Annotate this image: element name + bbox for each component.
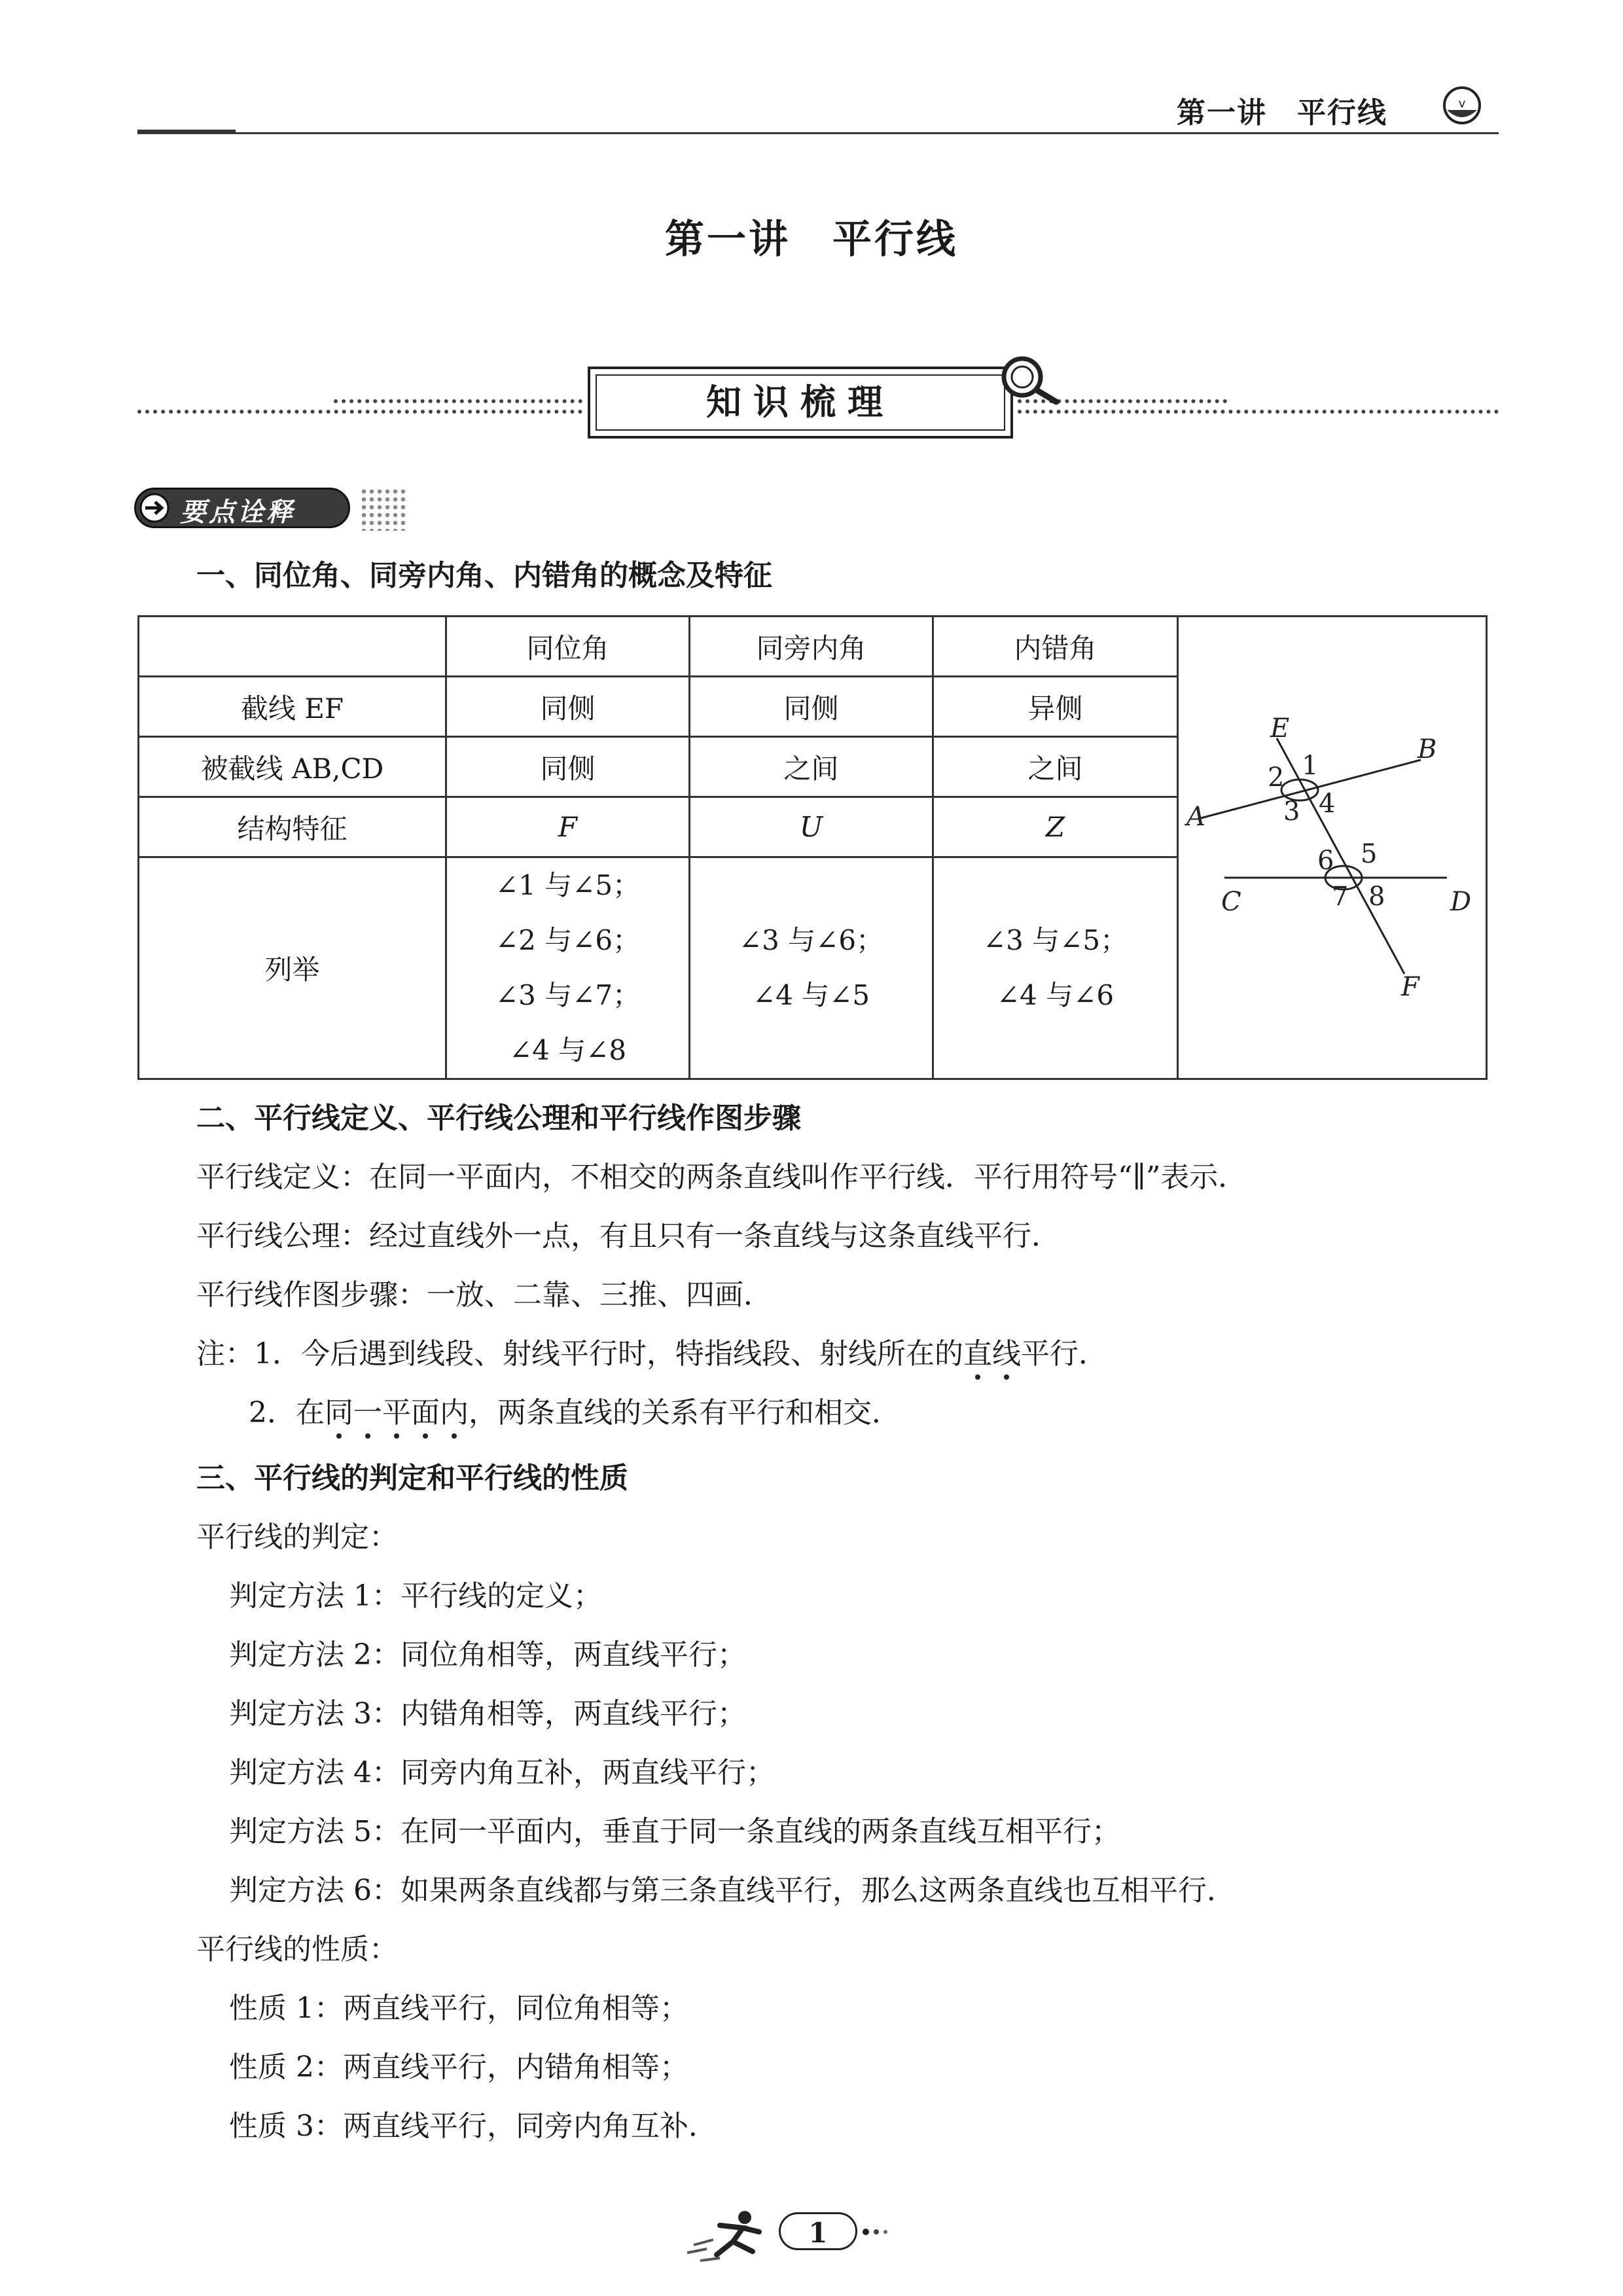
table-cell: U xyxy=(690,797,933,857)
label-d: D xyxy=(1450,887,1472,917)
angle-label-4: 4 xyxy=(1319,789,1336,819)
table-header-empty xyxy=(139,617,446,677)
emphasis-char: 线 xyxy=(992,1337,1021,1371)
judgment-method: 判定方法 2：同位角相等，两直线平行； xyxy=(229,1638,746,1672)
property-item: 性质 2：两直线平行，内错角相等； xyxy=(229,2051,688,2084)
row-label-cut-lines: 被截线 AB,CD xyxy=(139,737,446,797)
note-2-suffix: ，两条直线的关系有平行和相交． xyxy=(469,1396,901,1429)
table-cell: 异侧 xyxy=(933,677,1178,737)
label-f: F xyxy=(1401,972,1419,1002)
lecture-title: 第一讲 平行线 xyxy=(665,217,958,262)
section-banner-label: 知识梳理 xyxy=(596,374,1005,431)
note-2 xyxy=(249,1389,901,1431)
arrow-circle-icon xyxy=(138,492,171,524)
points-tag-dots xyxy=(360,488,406,531)
note-1 xyxy=(196,1330,1107,1372)
table-header: 同位角 xyxy=(446,617,690,677)
emphasis-char: 平 xyxy=(382,1396,411,1429)
property-item: 性质 3：两直线平行，同旁内角互补． xyxy=(229,2109,717,2143)
list-item: ∠3 与∠7； xyxy=(495,979,641,1011)
list-item: ∠1 与∠5； xyxy=(495,869,641,901)
svg-text:v: v xyxy=(1458,97,1466,111)
parallel-axiom: 平行线公理：经过直线外一点，有且只有一条直线与这条直线平行． xyxy=(196,1219,1060,1253)
banner-dots-left xyxy=(137,410,582,414)
running-header xyxy=(137,85,1499,137)
part2-heading: 二、平行线定义、平行线公理和平行线作图步骤 xyxy=(196,1102,801,1135)
angle-label-6: 6 xyxy=(1317,846,1334,876)
part3-heading: 三、平行线的判定和平行线的性质 xyxy=(196,1462,628,1495)
page-number: 1 xyxy=(779,2212,857,2250)
note-1-suffix: 平行． xyxy=(1021,1337,1107,1371)
figure-cell xyxy=(1178,617,1487,1079)
emphasis-char: 一 xyxy=(353,1396,382,1429)
judgment-heading: 平行线的判定： xyxy=(196,1520,398,1554)
label-c: C xyxy=(1221,887,1241,917)
angle-label-2: 2 xyxy=(1268,762,1285,793)
examples-corresponding xyxy=(446,857,690,1079)
judgment-method: 判定方法 6：如果两条直线都与第三条直线平行，那么这两条直线也互相平行． xyxy=(229,1874,1236,1907)
drawing-steps: 平行线作图步骤：一放、二靠、三推、四画． xyxy=(196,1278,772,1312)
list-item: ∠4 与∠6 xyxy=(996,979,1115,1011)
angle-label-1: 1 xyxy=(1302,751,1319,781)
magnifier-icon xyxy=(996,353,1068,412)
badge-icon xyxy=(1442,85,1482,126)
judgment-method: 判定方法 4：同旁内角互补，两直线平行； xyxy=(229,1756,775,1789)
row-label-transversal: 截线 EF xyxy=(139,677,446,737)
emphasis-char: 同 xyxy=(325,1396,353,1429)
angle-label-3: 3 xyxy=(1283,797,1300,827)
points-tag xyxy=(134,488,402,533)
emphasis-char: 内 xyxy=(440,1396,469,1429)
banner-dots-left-upper xyxy=(334,399,582,403)
angle-label-8: 8 xyxy=(1368,882,1385,912)
judgment-method: 判定方法 5：在同一平面内，垂直于同一条直线的两条直线互相平行； xyxy=(229,1815,1120,1848)
line-ef xyxy=(1277,738,1404,974)
table-header: 内错角 xyxy=(933,617,1178,677)
property-heading: 平行线的性质： xyxy=(196,1933,398,1966)
emphasis-char: 直 xyxy=(963,1337,992,1371)
property-item: 性质 1：两直线平行，同位角相等； xyxy=(229,1992,688,2025)
table-cell: 之间 xyxy=(690,737,933,797)
running-header-title: 第一讲 平行线 xyxy=(1177,96,1387,130)
table-cell: 之间 xyxy=(933,737,1178,797)
table-cell: 同侧 xyxy=(446,737,690,797)
banner-dots-right xyxy=(1018,410,1499,414)
list-item: ∠3 与∠6； xyxy=(738,924,884,956)
list-item: ∠3 与∠5； xyxy=(982,924,1128,956)
list-item: ∠4 与∠8 xyxy=(508,1034,627,1066)
judgment-method: 判定方法 1：平行线的定义； xyxy=(229,1579,602,1613)
table-cell: 同侧 xyxy=(690,677,933,737)
footer-dots xyxy=(861,2225,900,2238)
table-cell: 同侧 xyxy=(446,677,690,737)
label-b: B xyxy=(1418,734,1437,764)
part1-heading: 一、同位角、同旁内角、内错角的概念及特征 xyxy=(196,559,772,592)
note-2-prefix: 2．在 xyxy=(249,1396,325,1429)
label-e: E xyxy=(1270,713,1290,744)
header-rule xyxy=(137,132,1499,134)
note-1-prefix: 注：1．今后遇到线段、射线平行时，特指线段、射线所在的 xyxy=(196,1337,963,1371)
examples-interior xyxy=(690,857,933,1079)
table-cell: F xyxy=(446,797,690,857)
parallel-definition: 平行线定义：在同一平面内，不相交的两条直线叫作平行线．平行用符号“∥”表示． xyxy=(196,1160,1247,1194)
row-label-examples: 列举 xyxy=(139,857,446,1079)
angle-label-7: 7 xyxy=(1332,882,1349,912)
table-header: 同旁内角 xyxy=(690,617,933,677)
examples-alternate xyxy=(933,857,1178,1079)
table-cell: Z xyxy=(933,797,1178,857)
emphasis-char: 面 xyxy=(411,1396,440,1429)
list-item: ∠4 与∠5 xyxy=(752,979,870,1011)
parallel-lines-figure xyxy=(1179,617,1486,1075)
angle-label-5: 5 xyxy=(1361,839,1378,869)
row-label-structure: 结构特征 xyxy=(139,797,446,857)
runner-icon xyxy=(681,2206,779,2265)
judgment-method: 判定方法 3：内错角相等，两直线平行； xyxy=(229,1697,746,1731)
banner-box xyxy=(588,367,1013,439)
section-banner xyxy=(137,353,1499,445)
concept-table xyxy=(137,615,1486,1073)
label-a: A xyxy=(1186,802,1205,832)
list-item: ∠2 与∠6； xyxy=(495,924,641,956)
points-tag-label: 要点诠释 xyxy=(180,497,295,528)
page-footer xyxy=(681,2206,942,2265)
